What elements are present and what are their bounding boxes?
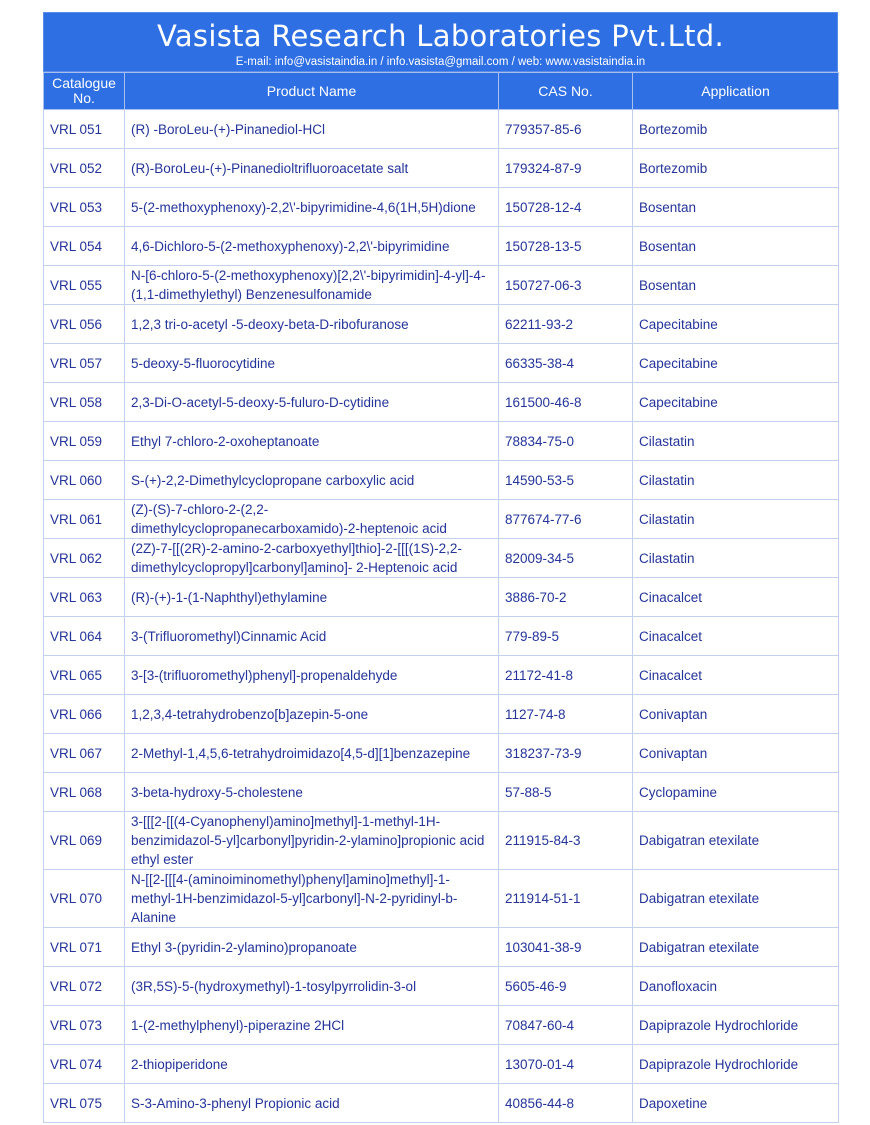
application-cell: Cinacalcet bbox=[633, 578, 839, 617]
cas-no-cell: 5605-46-9 bbox=[499, 967, 633, 1006]
catalogue-no-cell: VRL 074 bbox=[44, 1045, 125, 1084]
catalogue-no-cell: VRL 063 bbox=[44, 578, 125, 617]
cas-no-cell: 318237-73-9 bbox=[499, 734, 633, 773]
cas-no-cell: 62211-93-2 bbox=[499, 305, 633, 344]
catalogue-no-cell: VRL 055 bbox=[44, 266, 125, 305]
catalogue-no-cell: VRL 052 bbox=[44, 149, 125, 188]
product-name-cell: 1-(2-methylphenyl)-piperazine 2HCl bbox=[125, 1006, 499, 1045]
cas-no-cell: 779-89-5 bbox=[499, 617, 633, 656]
application-cell: Capecitabine bbox=[633, 383, 839, 422]
table-row bbox=[44, 773, 839, 812]
catalogue-no-cell: VRL 072 bbox=[44, 967, 125, 1006]
product-name-cell: 1,2,3 tri-o-acetyl -5-deoxy-beta-D-ribofuranose bbox=[125, 305, 499, 344]
table-row bbox=[44, 383, 839, 422]
table-row bbox=[44, 1084, 839, 1123]
table-row bbox=[44, 967, 839, 1006]
table-header-row bbox=[44, 73, 839, 110]
table-row bbox=[44, 928, 839, 967]
contact-line: E-mail: info@vasistaindia.in / info.vasista@gmail.com / web: www.vasistaindia.in bbox=[235, 56, 646, 68]
cas-no-cell: 14590-53-5 bbox=[499, 461, 633, 500]
cas-no-cell: 3886-70-2 bbox=[499, 578, 633, 617]
cas-no-cell: 211915-84-3 bbox=[499, 812, 633, 870]
catalogue-no-cell: VRL 066 bbox=[44, 695, 125, 734]
product-name-cell: Ethyl 3-(pyridin-2-ylamino)propanoate bbox=[125, 928, 499, 967]
application-cell: Bortezomib bbox=[633, 110, 839, 149]
application-cell: Bosentan bbox=[633, 266, 839, 305]
application-cell: Conivaptan bbox=[633, 695, 839, 734]
company-name: Vasista Research Laboratories Pvt.Ltd. bbox=[156, 19, 725, 53]
catalogue-no-cell: VRL 075 bbox=[44, 1084, 125, 1123]
application-cell: Cinacalcet bbox=[633, 656, 839, 695]
header-application: Application bbox=[633, 73, 839, 110]
application-cell: Cinacalcet bbox=[633, 617, 839, 656]
table-row bbox=[44, 149, 839, 188]
product-name-cell: (R) -BoroLeu-(+)-Pinanediol-HCl bbox=[125, 110, 499, 149]
application-cell: Dabigatran etexilate bbox=[633, 928, 839, 967]
product-name-cell: 3-[3-(trifluoromethyl)phenyl]-propenaldehyde bbox=[125, 656, 499, 695]
application-cell: Bosentan bbox=[633, 188, 839, 227]
cas-no-cell: 21172-41-8 bbox=[499, 656, 633, 695]
application-cell: Dapiprazole Hydrochloride bbox=[633, 1045, 839, 1084]
cas-no-cell: 13070-01-4 bbox=[499, 1045, 633, 1084]
product-name-cell: S-3-Amino-3-phenyl Propionic acid bbox=[125, 1084, 499, 1123]
application-cell: Danofloxacin bbox=[633, 967, 839, 1006]
table-row bbox=[44, 461, 839, 500]
catalogue-no-cell: VRL 057 bbox=[44, 344, 125, 383]
table-row bbox=[44, 422, 839, 461]
product-name-cell: 5-(2-methoxyphenoxy)-2,2\'-bipyrimidine-4,6(1H,5H)dione bbox=[125, 188, 499, 227]
cas-no-cell: 57-88-5 bbox=[499, 773, 633, 812]
table-row bbox=[44, 870, 839, 928]
cas-no-cell: 161500-46-8 bbox=[499, 383, 633, 422]
cas-no-cell: 82009-34-5 bbox=[499, 539, 633, 578]
table-row bbox=[44, 734, 839, 773]
catalogue-no-cell: VRL 062 bbox=[44, 539, 125, 578]
cas-no-cell: 150728-13-5 bbox=[499, 227, 633, 266]
cas-no-cell: 877674-77-6 bbox=[499, 500, 633, 539]
product-name-cell: 2-thiopiperidone bbox=[125, 1045, 499, 1084]
cas-no-cell: 179324-87-9 bbox=[499, 149, 633, 188]
table-row bbox=[44, 656, 839, 695]
application-cell: Dabigatran etexilate bbox=[633, 870, 839, 928]
cas-no-cell: 70847-60-4 bbox=[499, 1006, 633, 1045]
product-name-cell: 3-[[[2-[[(4-Cyanophenyl)amino]methyl]-1-methyl-1H-benzimidazol-5-yl]carbonyl]pyridin-2-ylamino]propionic acid ethyl ester bbox=[125, 812, 499, 870]
cas-no-cell: 150727-06-3 bbox=[499, 266, 633, 305]
product-name-cell: (Z)-(S)-7-chloro-2-(2,2-dimethylcyclopropanecarboxamido)-2-heptenoic acid bbox=[125, 500, 499, 539]
catalogue-no-cell: VRL 073 bbox=[44, 1006, 125, 1045]
catalogue-no-cell: VRL 065 bbox=[44, 656, 125, 695]
product-table bbox=[43, 72, 839, 1123]
table-row bbox=[44, 1006, 839, 1045]
product-name-cell: (2Z)-7-[[(2R)-2-amino-2-carboxyethyl]thio]-2-[[[(1S)-2,2-dimethylcyclopropyl]carbonyl]amino]- 2-Heptenoic acid bbox=[125, 539, 499, 578]
cas-no-cell: 103041-38-9 bbox=[499, 928, 633, 967]
table-row bbox=[44, 305, 839, 344]
product-name-cell: 2-Methyl-1,4,5,6-tetrahydroimidazo[4,5-d][1]benzazepine bbox=[125, 734, 499, 773]
header-cas-no: CAS No. bbox=[499, 73, 633, 110]
header-product-name: Product Name bbox=[125, 73, 499, 110]
company-banner bbox=[43, 12, 838, 72]
cas-no-cell: 150728-12-4 bbox=[499, 188, 633, 227]
table-row bbox=[44, 188, 839, 227]
table-row bbox=[44, 539, 839, 578]
cas-no-cell: 1127-74-8 bbox=[499, 695, 633, 734]
product-name-cell: (3R,5S)-5-(hydroxymethyl)-1-tosylpyrrolidin-3-ol bbox=[125, 967, 499, 1006]
table-row bbox=[44, 344, 839, 383]
catalogue-no-cell: VRL 067 bbox=[44, 734, 125, 773]
product-name-cell: N-[[2-[[[4-(aminoiminomethyl)phenyl]amino]methyl]-1-methyl-1H-benzimidazol-5-yl]carbonyl]-N-2-pyridinyl-b-Alanine bbox=[125, 870, 499, 928]
product-name-cell: 3-(Trifluoromethyl)Cinnamic Acid bbox=[125, 617, 499, 656]
product-name-cell: 5-deoxy-5-fluorocytidine bbox=[125, 344, 499, 383]
cas-no-cell: 66335-38-4 bbox=[499, 344, 633, 383]
application-cell: Cilastatin bbox=[633, 422, 839, 461]
application-cell: Conivaptan bbox=[633, 734, 839, 773]
application-cell: Dapoxetine bbox=[633, 1084, 839, 1123]
product-name-cell: N-[6-chloro-5-(2-methoxyphenoxy)[2,2\'-bipyrimidin]-4-yl]-4-(1,1-dimethylethyl) Benzenesulfonamide bbox=[125, 266, 499, 305]
application-cell: Bortezomib bbox=[633, 149, 839, 188]
product-name-cell: (R)-BoroLeu-(+)-Pinanedioltrifluoroacetate salt bbox=[125, 149, 499, 188]
catalogue-no-cell: VRL 064 bbox=[44, 617, 125, 656]
table-row bbox=[44, 695, 839, 734]
product-name-cell: (R)-(+)-1-(1-Naphthyl)ethylamine bbox=[125, 578, 499, 617]
catalogue-no-cell: VRL 058 bbox=[44, 383, 125, 422]
product-name-cell: 2,3-Di-O-acetyl-5-deoxy-5-fuluro-D-cytidine bbox=[125, 383, 499, 422]
product-name-cell: S-(+)-2,2-Dimethylcyclopropane carboxylic acid bbox=[125, 461, 499, 500]
cas-no-cell: 40856-44-8 bbox=[499, 1084, 633, 1123]
catalogue-no-cell: VRL 069 bbox=[44, 812, 125, 870]
table-row bbox=[44, 266, 839, 305]
catalogue-no-cell: VRL 054 bbox=[44, 227, 125, 266]
application-cell: Capecitabine bbox=[633, 344, 839, 383]
product-name-cell: Ethyl 7-chloro-2-oxoheptanoate bbox=[125, 422, 499, 461]
application-cell: Cilastatin bbox=[633, 539, 839, 578]
catalogue-no-cell: VRL 070 bbox=[44, 870, 125, 928]
application-cell: Cilastatin bbox=[633, 461, 839, 500]
table-row bbox=[44, 578, 839, 617]
catalogue-sheet bbox=[43, 12, 838, 1123]
table-row bbox=[44, 227, 839, 266]
catalogue-no-cell: VRL 056 bbox=[44, 305, 125, 344]
cas-no-cell: 211914-51-1 bbox=[499, 870, 633, 928]
product-name-cell: 1,2,3,4-tetrahydrobenzo[b]azepin-5-one bbox=[125, 695, 499, 734]
application-cell: Capecitabine bbox=[633, 305, 839, 344]
catalogue-no-cell: VRL 059 bbox=[44, 422, 125, 461]
application-cell: Cyclopamine bbox=[633, 773, 839, 812]
table-row bbox=[44, 500, 839, 539]
application-cell: Dabigatran etexilate bbox=[633, 812, 839, 870]
table-row bbox=[44, 812, 839, 870]
catalogue-no-cell: VRL 071 bbox=[44, 928, 125, 967]
product-name-cell: 3-beta-hydroxy-5-cholestene bbox=[125, 773, 499, 812]
catalogue-no-cell: VRL 060 bbox=[44, 461, 125, 500]
catalogue-no-cell: VRL 051 bbox=[44, 110, 125, 149]
table-row bbox=[44, 1045, 839, 1084]
application-cell: Bosentan bbox=[633, 227, 839, 266]
product-name-cell: 4,6-Dichloro-5-(2-methoxyphenoxy)-2,2\'-bipyrimidine bbox=[125, 227, 499, 266]
catalogue-no-cell: VRL 053 bbox=[44, 188, 125, 227]
catalogue-no-cell: VRL 068 bbox=[44, 773, 125, 812]
cas-no-cell: 78834-75-0 bbox=[499, 422, 633, 461]
table-row bbox=[44, 110, 839, 149]
application-cell: Cilastatin bbox=[633, 500, 839, 539]
header-catalogue-no: Catalogue No. bbox=[44, 73, 125, 110]
cas-no-cell: 779357-85-6 bbox=[499, 110, 633, 149]
application-cell: Dapiprazole Hydrochloride bbox=[633, 1006, 839, 1045]
table-row bbox=[44, 617, 839, 656]
catalogue-no-cell: VRL 061 bbox=[44, 500, 125, 539]
